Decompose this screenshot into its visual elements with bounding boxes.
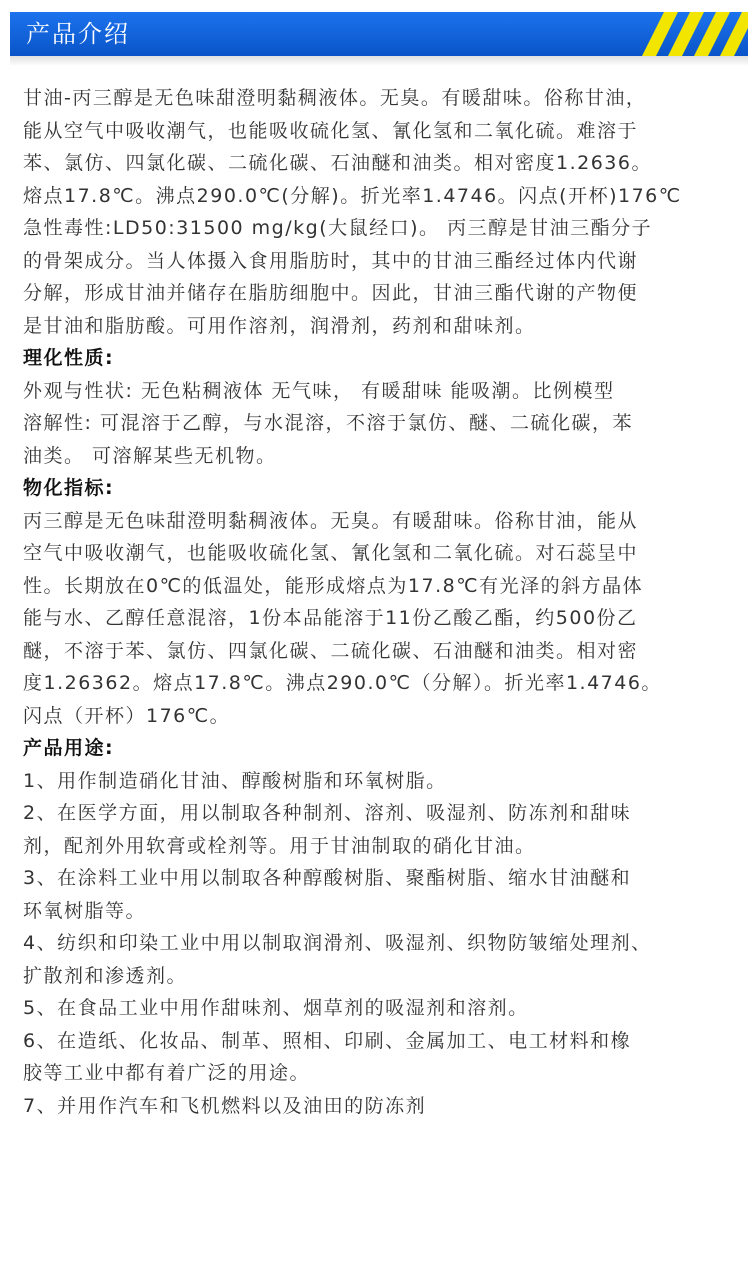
list-item: 胶等工业中都有着广泛的用途。 <box>23 1062 311 1084</box>
text-line: 油类。 可溶解某些无机物。 <box>23 444 277 467</box>
text-line: 醚，不溶于苯、氯仿、四氯化碳、二硫化碳、石油醚和油类。相对密 <box>23 639 639 662</box>
physchem-section <box>23 375 735 473</box>
text-line: 急性毒性:LD50:31500 mg/kg(大鼠经口)。 丙三醇是甘油三酯分子 <box>23 217 653 239</box>
list-item: 3、在涂料工业中用以制取各种醇酸树脂、聚酯树脂、缩水甘油醚和 <box>23 867 632 889</box>
text-line: 苯、氯仿、四氯化碳、二硫化碳、石油醚和油类。相对密度1.2636。 <box>23 152 652 174</box>
product-description <box>23 82 735 1122</box>
text-line: 性。长期放在0℃的低温处，能形成熔点为17.8℃有光泽的斜方晶体 <box>23 574 644 597</box>
text-line: 能与水、乙醇任意混溶，1份本品能溶于11份乙酸乙酯，约500份乙 <box>23 607 638 629</box>
specs-section <box>23 505 735 733</box>
list-item: 7、并用作汽车和飞机燃料以及油田的防冻剂 <box>23 1094 427 1117</box>
text-line: 甘油-丙三醇是无色味甜澄明黏稠液体。无臭。有暖甜味。俗称甘油， <box>23 87 647 109</box>
text-line: 的骨架成分。当人体摄入食用脂肪时，其中的甘油三酯经过体内代谢 <box>23 249 639 272</box>
list-item: 4、纺织和印染工业中用以制取润滑剂、吸湿剂、织物防皱缩处理剂、 <box>23 932 652 954</box>
text-line: 熔点17.8℃。沸点290.0℃(分解)。折光率1.4746。闪点(开杯)176℃ <box>23 184 682 207</box>
text-line: 能从空气中吸收潮气，也能吸收硫化氢、氰化氢和二氧化硫。难溶于 <box>23 119 639 142</box>
text-line: 是甘油和脂肪酸。可用作溶剂，润滑剂，药剂和甜味剂。 <box>23 314 536 337</box>
text-line: 溶解性: 可混溶于乙醇，与水混溶，不溶于氯仿、醚、二硫化碳，苯 <box>23 412 633 434</box>
specs-heading: 物化指标: <box>23 477 115 499</box>
list-item: 扩散剂和渗透剂。 <box>23 964 188 987</box>
text-line: 空气中吸收潮气，也能吸收硫化氢、氰化氢和二氧化硫。对石蕊呈中 <box>23 542 639 564</box>
intro-paragraph <box>23 82 735 342</box>
header-shadow <box>10 56 748 66</box>
section-header <box>10 12 748 56</box>
list-item: 剂，配剂外用软膏或栓剂等。用于甘油制取的硝化甘油。 <box>23 834 536 857</box>
section-title: 产品介绍 <box>26 20 130 48</box>
list-item: 1、用作制造硝化甘油、醇酸树脂和环氧树脂。 <box>23 769 447 792</box>
diagonal-stripes-decoration <box>618 12 748 56</box>
text-line: 闪点（开杯）176℃。 <box>23 704 231 727</box>
list-item: 环氧树脂等。 <box>23 899 147 922</box>
uses-section <box>23 765 735 1123</box>
physchem-heading: 理化性质: <box>23 347 115 369</box>
list-item: 2、在医学方面，用以制取各种制剂、溶剂、吸湿剂、防冻剂和甜味 <box>23 802 632 824</box>
list-item: 6、在造纸、化妆品、制革、照相、印刷、金属加工、电工材料和橡 <box>23 1029 632 1052</box>
list-item: 5、在食品工业中用作甜味剂、烟草剂的吸湿剂和溶剂。 <box>23 997 529 1019</box>
uses-heading: 产品用途: <box>23 737 115 759</box>
text-line: 分解，形成甘油并储存在脂肪细胞中。因此，甘油三酯代谢的产物便 <box>23 282 639 304</box>
text-line: 度1.26362。熔点17.8℃。沸点290.0℃（分解）。折光率1.4746。 <box>23 672 662 694</box>
text-line: 外观与性状: 无色粘稠液体 无气味， 有暖甜味 能吸潮。比例模型 <box>23 379 615 402</box>
text-line: 丙三醇是无色味甜澄明黏稠液体。无臭。有暖甜味。俗称甘油，能从 <box>23 509 639 532</box>
